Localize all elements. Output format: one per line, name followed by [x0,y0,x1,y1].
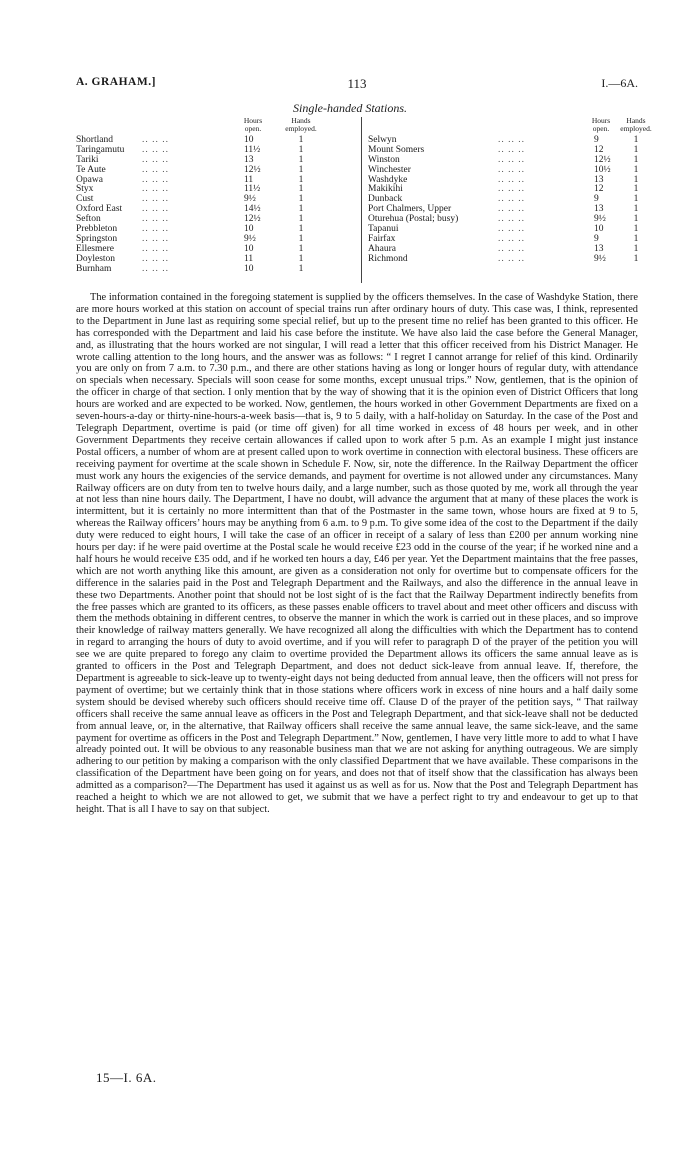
leader-dots: .. .. .. [142,184,169,195]
station-name: Ahaura [368,243,396,254]
station-name: Styx [76,184,94,195]
body-paragraph: The information contained in the foregoing statement is supplied by the officers themselves. In the case of Washdyke Station, there are more hours worked at this station on account of special trains run after ordinary hours of duty. This case was, I think, represented to the Department in June last as requiring some special relief, but up to the present time no relief has been granted to this officer. He has corresponded with the Department and laid his case before the institute. We have also laid the case before the General Manager, and, as illustrating that the hours worked are not singular, I will read a letter that this officer received from his District Manager. He wrote calling attention to the long hours, and the answer was as follows: “ I regret I cannot arrange for relief of this kind. Ordinarily you are only on from 7 a.m. to 7.30 p.m., and there are other stations having as long or longer hours of regular duty, with attendance on specials when necessary. Specials will soon cease for some months, except unusual trips.” Now, gentlemen, that is the opinion of the officer in charge of that section. I only mention that by the way of showing that it is the opinion even of District Officers that long hours are worked and are expected to be worked. Now, gentlemen, the hours worked in other Government Departments are fixed on a seven-hours-a-day or thirty-nine-hours-a-week basis—that is, 9 to 5 daily, with a half-holiday on Saturday. In the case of the Post and Telegraph Department, overtime is paid (or time off given) for all time worked in excess of 48 hours per week, and in other Government Departments they receive certain allowances if called upon to work after 5 p.m. As an example I might just instance Postal officers, a number of whom are at present called upon to work overtime in connection with electoral business. These officers are receiving payment for overtime at the scale shown in Schedule F. Now, sir, note the difference. In the Railway Department the officer must work any hours the exigencies of the service demands, and payment for overtime is not allowed under any circumstances. Many Railway officers are on duty from ten to twelve hours daily, and a large number, such as those quoted by me, work all through the year at not less than nine hours daily. The Department, I have no doubt, will advance the argument that at many of these places the work is intermittent, but it is certainly no more intermittent than that of the Postmaster in the same town, whose hours are fixed at 9 to 5, whereas the Railway officers’ hours may be anything from 6 a.m. to 9 p.m. To give some idea of the cost to the Department if the daily duty were reduced to eight hours, I will take the case of an officer in receipt of a salary of less than £200 per annum working nine hours per day: if he were paid overtime at the Postal scale he would receive £23 odd in the course of the year; if he worked nine and a half hours he would receive £35 odd, and if he worked ten hours a day, £46 per year. Yet the Department maintains that the free passes, which are not worth anything like this amount, are given as a consideration not only for overtime but to compensate officers for the difference in the salaries paid in the Post and Telegraph Department and the Railways, and also the difference in the annual leave in these two Departments. Another point that should not be lost sight of is the fact that the Railway Department indirectly benefits from the free passes which are granted to its officers, as these passes enable officers to travel about and meet other officers and discuss with them the methods obtaining in different centres, to observe the manner in which the work is carried out in these places, and so improve their knowledge of railway matters generally. We have recognized all along the difficulties with which the Department has to contend in regard to arranging the hours of duty to avoid overtime, and if you will refer to paragraph D of the prayer of the petition you will see we are quite prepared to forego any claim to overtime provided the Department allows its officers the same annual leave as is granted to officers in the Post and Telegraph Department, and does not deduct sick-leave from annual leave. If, therefore, the Department is agreeable to sick-leave up to twenty-eight days not being deducted from annual leave, then the officers will not press for payment of overtime; but we certainly think that in those stations where officers work in excess of nine hours and a half daily some system should be devised whereby such officers should receive time off. Clause D of the prayer of the petition says, “ That railway officers shall receive the same annual leave as officers in the Post and Telegraph Department, and that sick-leave shall not be deducted from annual leave, or, in the alternative, that Railway officers shall receive the same annual leave, the same sick-leave, and the same payment for overtime as officers in the Post and Telegraph Department.” Now, gentlemen, I have very little more to add to what I have already pointed out. It will be obvious to any reasonable business man that we are not asking for anything outrageous. We are simply adhering to our petition by making a comparison with the only classified Department that we have available. These comparisons in the classification of the Department have been going on for years, and does not that of itself show that the classification has always been admitted as a comparison?—The Department has used it against us as well as for us. Now that the Post and Telegraph Department has reached a height to which we are not allowed to get, we submit that we have a perfect right to try and endeavour to get up to that height. That is all I have to say on that subject. [76,292,638,815]
hours-open: 10 [244,263,254,274]
hands-employed: 1 [298,214,304,225]
hours-open: 10 [244,243,254,254]
hands-employed: 1 [633,174,639,185]
hands-employed: 1 [298,144,304,155]
station-name: Oturehua (Postal; busy) [368,214,459,225]
stations-table-right [361,116,652,283]
leader-dots: .. .. .. [498,164,525,175]
leader-dots: .. .. .. [142,263,169,274]
hours-open: 12½ [244,214,261,225]
hours-open: 12½ [244,164,261,175]
leader-dots: .. .. .. [142,253,169,264]
hours-open: 12 [594,144,604,155]
station-name: Richmond [368,253,408,264]
hands-employed: 1 [298,263,304,274]
leader-dots: .. .. .. [498,214,525,225]
hands-employed: 1 [298,194,304,205]
station-name: Winchester [368,164,411,175]
hands-employed: 1 [298,204,304,215]
station-name: Port Chalmers, Upper [368,204,452,215]
hours-open: 9 [594,233,599,244]
right-rows [368,136,638,265]
leader-dots: .. .. .. [142,204,169,215]
hours-open: 13 [594,243,604,254]
leader-dots: .. .. .. [498,174,525,185]
hands-employed: 1 [298,253,304,264]
station-name: Taringamutu [76,144,125,155]
col-header-hands: Hands employed. [285,116,317,133]
hours-open: 9½ [594,253,606,264]
station-name: Selwyn [368,135,397,145]
leader-dots: .. .. .. [142,135,169,145]
leader-dots: .. .. .. [498,184,525,195]
table-row [76,265,338,275]
hours-open: 9½ [244,233,256,244]
col-header-hands: Hands employed. [620,116,652,133]
leader-dots: .. .. .. [142,224,169,235]
leader-dots: .. .. .. [142,243,169,254]
leader-dots: .. .. .. [498,144,525,155]
page-number: 113 [347,76,367,91]
hands-employed: 1 [298,174,304,185]
hands-employed: 1 [633,154,639,165]
hours-open: 9½ [244,194,256,205]
hours-open: 9 [594,194,599,205]
left-rows [76,136,338,274]
station-name: Mount Somers [368,144,425,155]
leader-dots: .. .. .. [498,135,525,145]
page-header [76,76,638,92]
hours-open: 13 [244,154,254,165]
station-name: Winston [368,154,400,165]
station-name: Doyleston [76,253,116,264]
leader-dots: .. .. .. [498,253,525,264]
hours-open: 14½ [244,204,261,215]
station-name: Tariki [76,154,99,165]
station-name: Ellesmere [76,243,114,254]
station-name: Prebbleton [76,224,118,235]
hands-employed: 1 [298,233,304,244]
hands-employed: 1 [633,135,639,145]
hours-open: 9½ [594,214,606,225]
leader-dots: .. .. .. [498,224,525,235]
hands-employed: 1 [633,214,639,225]
leader-dots: .. .. .. [142,233,169,244]
hands-employed: 1 [633,253,639,264]
hands-employed: 1 [298,164,304,175]
leader-dots: .. .. .. [142,194,169,205]
hands-employed: 1 [633,243,639,254]
hands-employed: 1 [298,184,304,195]
hours-open: 11 [244,253,254,264]
station-name: Shortland [76,135,113,145]
leader-dots: .. .. .. [142,154,169,165]
hours-open: 11½ [244,184,261,195]
leader-dots: .. .. .. [498,154,525,165]
table-column-headers [368,116,652,136]
hours-open: 10 [594,224,604,235]
station-name: Dunback [368,194,403,205]
leader-dots: .. .. .. [142,174,169,185]
leader-dots: .. .. .. [142,144,169,155]
hands-employed: 1 [633,144,639,155]
leader-dots: .. .. .. [498,204,525,215]
hours-open: 11½ [244,144,261,155]
table-column-headers [76,117,338,136]
hours-open: 12 [594,184,604,195]
header-author: A. GRAHAM.] [76,76,156,88]
table-row [368,255,638,265]
stations-table-left [76,117,338,274]
station-name: Opawa [76,174,103,185]
leader-dots: .. .. .. [142,164,169,175]
col-header-hours: Hours open. [591,116,611,133]
station-name: Cust [76,194,94,205]
station-name: Oxford East [76,204,123,215]
hands-employed: 1 [298,243,304,254]
station-name: Washdyke [368,174,408,185]
leader-dots: .. .. .. [498,243,525,254]
hours-open: 12½ [594,154,611,165]
hours-open: 13 [594,204,604,215]
hands-employed: 1 [298,154,304,165]
station-name: Sefton [76,214,101,225]
station-name: Springston [76,233,118,244]
hours-open: 13 [594,174,604,185]
hands-employed: 1 [633,164,639,175]
station-name: Tapanui [368,224,399,235]
hands-employed: 1 [633,233,639,244]
header-reference: I.—6A. [601,76,638,90]
station-name: Fairfax [368,233,396,244]
section-title: Single-handed Stations. [293,101,407,115]
col-header-hours: Hours open. [243,116,263,133]
station-name: Makikihi [368,184,403,195]
hands-employed: 1 [633,194,639,205]
hands-employed: 1 [633,184,639,195]
hours-open: 10½ [594,164,611,175]
hands-employed: 1 [633,204,639,215]
leader-dots: .. .. .. [142,214,169,225]
hours-open: 11 [244,174,254,185]
station-name: Te Aute [76,164,106,175]
hours-open: 10 [244,135,254,145]
station-name: Burnham [76,263,112,274]
hours-open: 9 [594,135,599,145]
leader-dots: .. .. .. [498,233,525,244]
page-footer: 15—I. 6A. [96,1070,157,1085]
hours-open: 10 [244,224,254,235]
hands-employed: 1 [298,135,304,145]
hands-employed: 1 [298,224,304,235]
leader-dots: .. .. .. [498,194,525,205]
hands-employed: 1 [633,224,639,235]
